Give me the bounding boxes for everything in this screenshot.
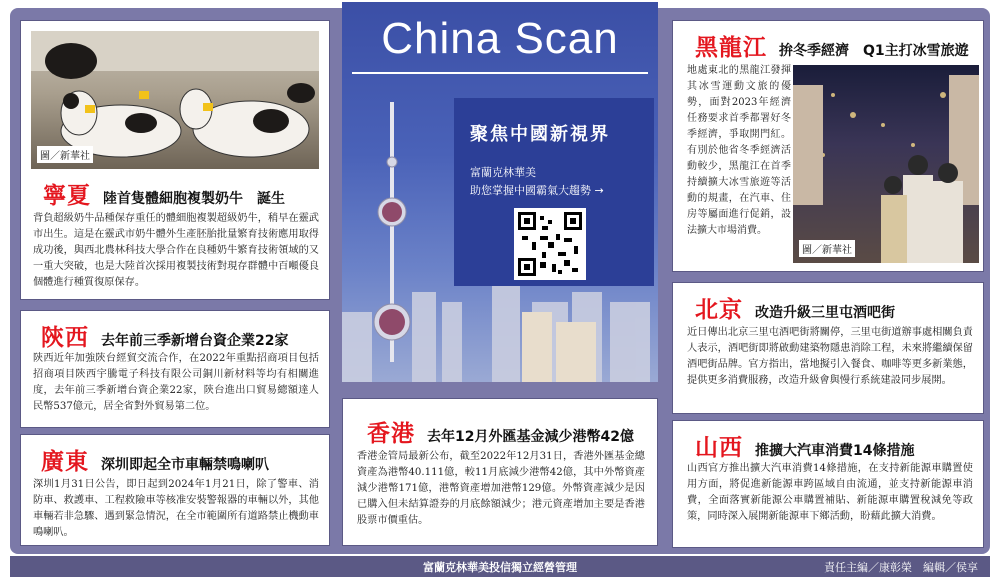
photo-credit: 圖／新華社 — [37, 146, 93, 163]
article-heilongjiang — [672, 20, 984, 272]
article-beijing — [672, 282, 984, 414]
street-illustration — [793, 65, 979, 263]
focus-cta[interactable]: 助您掌握中國霸氣大趨勢 → — [470, 184, 604, 197]
focus-title: 聚焦中國新視界 — [470, 124, 610, 145]
article-headline — [695, 29, 969, 62]
china-scan-panel — [342, 2, 658, 382]
article-headline — [41, 443, 269, 476]
article-headline — [41, 319, 288, 352]
footer-bar — [10, 556, 990, 577]
article-body: 香港金管局最新公布，截至2022年12月31日，香港外匯基金總資產為港幣40.111億，較11月底減少港幣42億，其中外幣資產減少港幣171億，港幣資產增加港幣129億。外幣資產減少是因已購入但未結算證券的月底餘額減少；港元資產增加主要是香港股票市價重估。 — [357, 451, 645, 526]
article-title: 去年12月外匯基金減少港幣42億 — [427, 429, 634, 445]
article-body: 山西官方推出擴大汽車消費14條措施，在支持新能源車購置使用方面，將促進新能源車跨區域自由流通，並支持新能源車消費，全面落實新能源公車購置補貼、新能源車購置稅減免等政策，同時深入展開新能源車下鄉活動，盼藉此擴大消費。 — [687, 463, 973, 522]
article-title: 拚冬季經濟 Q1主打冰雪旅遊 — [779, 43, 969, 59]
article-title: 深圳即起全市車輛禁鳴喇叭 — [101, 457, 269, 473]
region-name: 山西 — [695, 435, 743, 461]
article-headline — [367, 415, 634, 448]
street-photo — [793, 65, 979, 263]
article-guangdong — [20, 434, 330, 546]
qr-code-icon[interactable] — [514, 208, 586, 280]
article-ningxia — [20, 20, 330, 300]
article-title: 推擴大汽車消費14條措施 — [755, 443, 915, 459]
footer-credits: 責任主編／康彰榮 編輯／侯享 — [824, 561, 978, 574]
focus-box — [454, 98, 654, 286]
article-headline — [43, 177, 285, 210]
focus-subtitle: 富蘭克林華美 — [470, 166, 536, 179]
region-name: 黑龍江 — [695, 35, 767, 61]
article-title: 陸首隻體細胞複製奶牛 誕生 — [103, 191, 285, 207]
article-title: 改造升級三里屯酒吧街 — [755, 305, 895, 321]
article-body: 背負超級奶牛品種保存重任的體細胞複製超級奶牛，稍早在靈武市出生。這是在靈武市奶牛體外生產胚胎批量繁育技術應用取得成功後，與西北農林科技大學合作在良種奶牛繁育技術領域的又一重大突破，也是大陸首次採用複製技術對現存群體中百噸優良個體進行種質復原保存。 — [33, 213, 319, 288]
region-name: 香港 — [367, 421, 415, 447]
article-body: 近日傳出北京三里屯酒吧街將關停，三里屯街道辦事處相關負責人表示，酒吧街即將啟動建築物隱患消除工程，未來將繼續保留酒吧街品牌。官方指出，當地擬引入餐食、咖啡等更多新業態，提供更多消費服務，改造升級會與慢行系統建設同步展開。 — [687, 327, 973, 386]
region-name: 北京 — [695, 297, 743, 323]
photo-credit: 圖／新華社 — [799, 240, 855, 257]
article-body: 地處東北的黑龍江發揮其冰雪運動文旅的優勢，面對2023年經濟任務要求首季都署好冬季經濟，爭取開門紅。有別於他省冬季經濟活動較少，黑龍江在首季持續擴大冰雪旅遊等活動的規畫，在汽車、住房等屬面進行促銷，設法擴大市場消費。 — [687, 65, 791, 236]
article-body: 陝西近年加強陝台經貿交流合作，在2022年重點招商項目包括招商項目陝西宇騰電子科技有限公司銅川新材料等均有相關進度，去年前三季新增台資企業22家，陝台進出口貿易總額達人民幣537億元，居全省對外貿易第二位。 — [33, 353, 319, 412]
region-name: 陝西 — [41, 325, 89, 351]
cow-photo — [31, 31, 319, 169]
china-scan-title: China Scan — [381, 14, 619, 63]
article-headline — [695, 291, 895, 324]
article-title: 去年前三季新增台資企業22家 — [101, 333, 289, 349]
article-body: 深圳1月31日公告，即日起到2024年1月21日，除了警車、消防車、救護車、工程救險車等核准安裝警報器的車輛以外，其他車輛若非急驟、遇到緊急情況，在全市範圍所有道路禁止機動車鳴喇叭。 — [33, 479, 319, 538]
article-shanxi — [672, 420, 984, 548]
region-name: 寧夏 — [43, 183, 91, 209]
footer-note: 富蘭克林華美投信獨立經營管理 — [423, 561, 577, 574]
article-shaanxi — [20, 310, 330, 428]
article-headline — [695, 429, 914, 462]
article-hongkong — [342, 398, 658, 546]
region-name: 廣東 — [41, 449, 89, 475]
